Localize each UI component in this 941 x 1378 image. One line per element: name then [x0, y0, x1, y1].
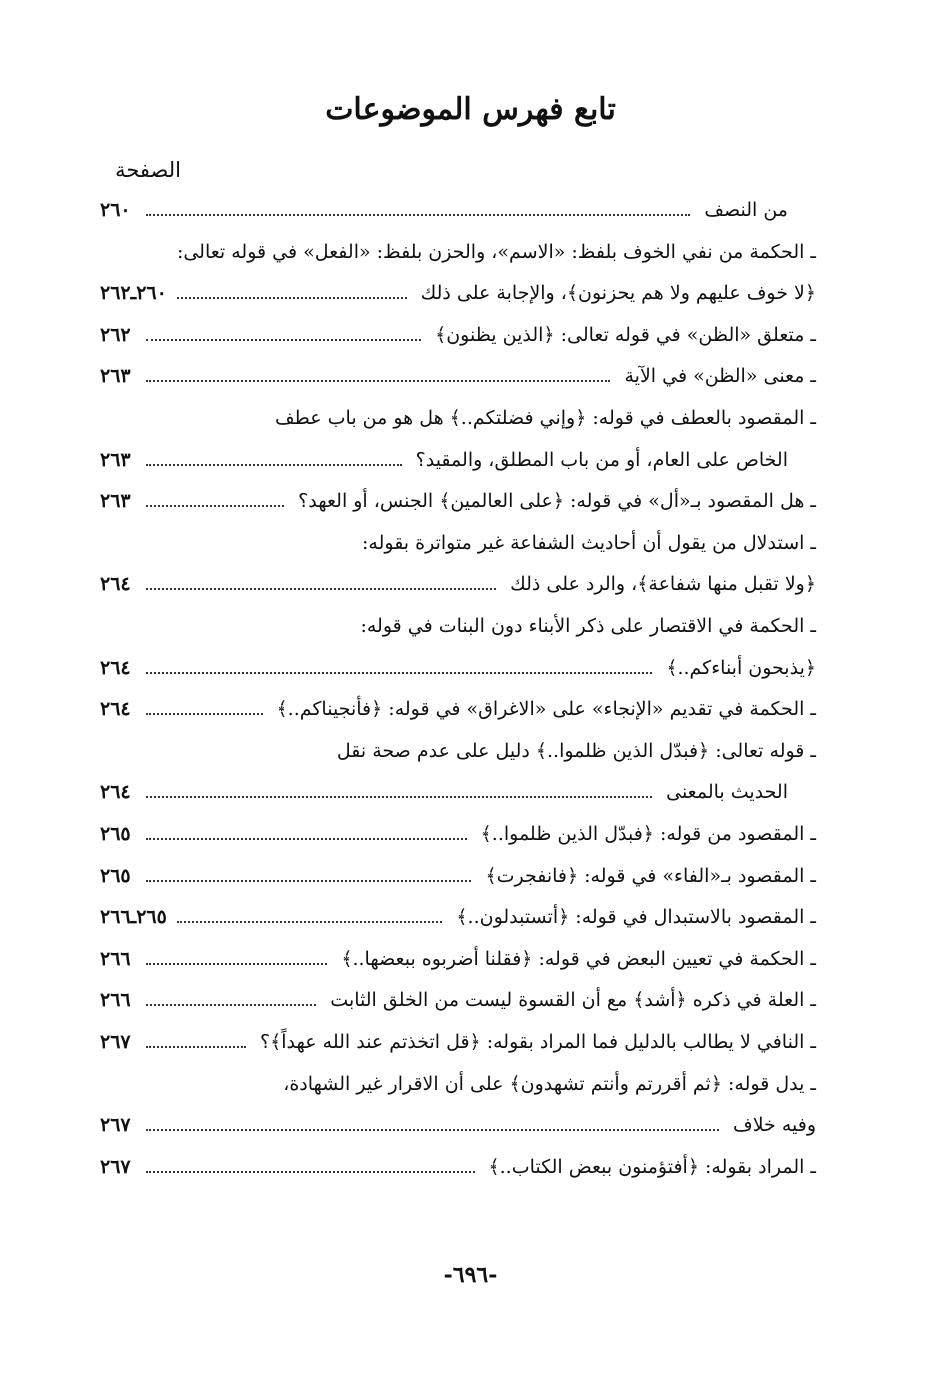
toc-entry — [100, 273, 816, 313]
toc-entry-text: ـ الحكمة من نفي الخوف بلفظ: «الاسم»، والحزن بلفظ: «الفعل» في قوله تعالى: — [176, 241, 816, 263]
toc-page-number: ٢٦٤ — [100, 781, 131, 803]
toc-page-number: ٢٦٠ — [100, 199, 131, 221]
toc-page-number: ٢٦٦ — [100, 989, 131, 1011]
toc-page-number: ٢٦٥ — [100, 823, 131, 845]
toc-entry — [100, 1147, 816, 1187]
toc-entry — [100, 315, 816, 355]
toc-entry-text: ـ متعلق «الظن» في قوله تعالى: ﴿الذين يظنون﴾ — [435, 324, 816, 346]
toc-page-number: ٢٦٥ — [100, 865, 131, 887]
toc-entry — [100, 606, 816, 646]
toc-entry — [100, 939, 816, 979]
toc-page-number: ٢٦٣ — [100, 490, 131, 512]
toc-entry-text: ـ الحكمة في الاقتصار على ذكر الأبناء دون البنات في قوله: — [360, 615, 816, 637]
toc-page-number: ٢٦٥ـ٢٦٦ — [100, 906, 167, 928]
toc-page-number: ٢٦٤ — [100, 657, 131, 679]
toc-entry-text: ـ المراد بقوله: ﴿أفتؤمنون ببعض الكتاب..﴾ — [488, 1156, 816, 1178]
toc-entry — [100, 814, 816, 854]
toc-entry-text: ـ المقصود بـ«الفاء» في قوله: ﴿فانفجرت﴾ — [485, 865, 816, 887]
toc-entry-text: ـ العلة في ذكره ﴿أشد﴾ مع أن القسوة ليست من الخلق الثابت — [330, 989, 816, 1011]
toc-entry — [100, 356, 816, 396]
toc-entry-text: ـ المقصود بالعطف في قوله: ﴿وإني فضلتكم..﴾ هل هو من باب عطف — [275, 407, 816, 429]
toc-entry-text: ﴿ولا تقبل منها شفاعة﴾، والرد على ذلك — [510, 573, 816, 595]
dot-leader — [177, 297, 407, 299]
toc-entry — [100, 1105, 816, 1145]
dot-leader — [177, 921, 443, 923]
dot-leader — [146, 464, 402, 466]
toc-entry — [100, 1022, 816, 1062]
toc-page-number: ٢٦٢ — [100, 324, 131, 346]
dot-leader — [146, 505, 284, 507]
toc-entry — [100, 481, 816, 521]
page-title: تابع فهرس الموضوعات — [325, 92, 616, 127]
toc-page-number: ٢٦٣ — [100, 365, 131, 387]
toc-entry-text: ـ الحكمة في تقديم «الإنجاء» على «الاغراق» في قوله: ﴿فأنجيناكم..﴾ — [276, 698, 816, 720]
dot-leader — [146, 214, 690, 216]
toc-entry — [100, 648, 816, 688]
dot-leader — [146, 963, 327, 965]
toc-entry-text: ﴿يذبحون أبناءكم..﴾ — [666, 657, 816, 679]
toc-entry — [100, 190, 816, 230]
toc-entry — [100, 564, 816, 604]
dot-leader — [146, 713, 263, 715]
dot-leader — [146, 380, 610, 382]
toc-entry — [100, 1064, 816, 1104]
toc-entry-text: ـ قوله تعالى: ﴿فبدّل الذين ظلموا..﴾ دليل على عدم صحة نقل — [336, 740, 816, 762]
dot-leader — [146, 1171, 475, 1173]
toc-entry-text: الخاص على العام، أو من باب المطلق، والمقيد؟ — [415, 449, 788, 471]
toc-page-number: ٢٦٧ — [100, 1156, 131, 1178]
toc-entry — [100, 440, 816, 480]
toc-entry — [100, 232, 816, 272]
dot-leader — [146, 672, 652, 674]
toc-entry-text: ـ المقصود من قوله: ﴿فبدّل الذين ظلموا..﴾ — [480, 823, 816, 845]
toc-page-number: ٢٦٧ — [100, 1031, 131, 1053]
dot-leader — [146, 880, 471, 882]
dot-leader — [146, 339, 421, 341]
dot-leader — [146, 1129, 719, 1131]
toc-entry-text: وفيه خلاف — [733, 1114, 816, 1136]
toc-page-number: ٢٦٤ — [100, 573, 131, 595]
toc-entry — [100, 856, 816, 896]
toc-entry — [100, 731, 816, 771]
page-number-footer: -٦٩٦- — [443, 1262, 498, 1288]
dot-leader — [146, 588, 496, 590]
toc-entry-text: ـ هل المقصود بـ«أل» في قوله: ﴿على العالمين﴾ الجنس، أو العهد؟ — [298, 490, 816, 512]
dot-leader — [146, 838, 467, 840]
toc-entry-text: ـ معنى «الظن» في الآية — [624, 365, 816, 387]
toc-entry-text: ـ المقصود بالاستبدال في قوله: ﴿أتستبدلون..﴾ — [456, 906, 816, 928]
toc-entry — [100, 980, 816, 1020]
toc-entry — [100, 523, 816, 563]
toc-entry-text: ـ استدلال من يقول أن أحاديث الشفاعة غير متواترة بقوله: — [362, 532, 816, 554]
toc-entry-text: ـ الحكمة في تعيين البعض في قوله: ﴿فقلنا أضربوه ببعضها..﴾ — [341, 948, 816, 970]
toc-entry — [100, 398, 816, 438]
toc-entry — [100, 772, 816, 812]
toc-entry-text: ـ النافي لا يطالب بالدليل فما المراد بقوله: ﴿قل اتخذتم عند الله عهداً﴾؟ — [260, 1031, 816, 1053]
toc-page-number: ٢٦٦ — [100, 948, 131, 970]
toc-entry-text: ﴿لا خوف عليهم ولا هم يحزنون﴾، والإجابة على ذلك — [420, 282, 816, 304]
toc-page-number: ٢٦٣ — [100, 449, 131, 471]
toc-page-number: ٢٦٠ـ٢٦٢ — [100, 282, 167, 304]
toc-entry-text: الحديث بالمعنى — [666, 781, 788, 803]
page-column-header: الصفحة — [115, 158, 181, 182]
toc-page-number: ٢٦٧ — [100, 1114, 131, 1136]
toc-entry — [100, 689, 816, 729]
toc-entry-text: ـ يدل قوله: ﴿ثم أقررتم وأنتم تشهدون﴾ على أن الاقرار غير الشهادة، — [283, 1073, 816, 1095]
dot-leader — [146, 1046, 246, 1048]
toc-page-number: ٢٦٤ — [100, 698, 131, 720]
toc-entry-text: من النصف — [704, 199, 788, 221]
toc-entry — [100, 897, 816, 937]
dot-leader — [146, 1004, 316, 1006]
dot-leader — [146, 796, 652, 798]
